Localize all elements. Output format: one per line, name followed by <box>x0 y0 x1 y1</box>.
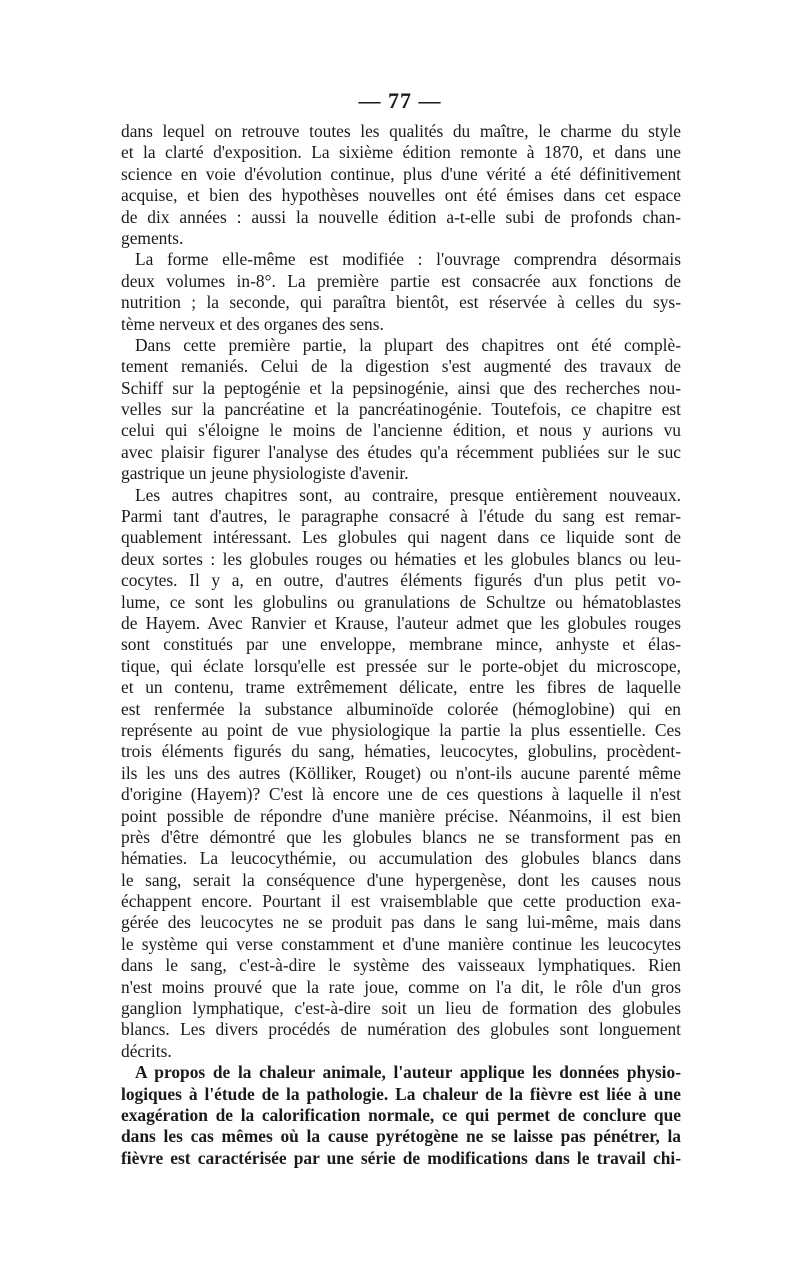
text-line: tème nerveux et des organes des sens. <box>121 313 384 334</box>
text-line: avec plaisir figurer l'analyse des études qu'a récemment publiées sur le suc <box>121 441 681 462</box>
text-line: Parmi tant d'autres, le paragraphe consacré à l'étude du sang est remar- <box>121 506 681 527</box>
text-line: de Hayem. Avec Ranvier et Krause, l'auteur admet que les globules rouges <box>121 612 681 633</box>
text-line: science en voie d'évolution continue, plus d'une vérité a été définitivement <box>121 163 681 184</box>
text-line: échappent encore. Pourtant il est vraisemblable que cette production exa- <box>121 891 681 912</box>
text-line: de dix années : aussi la nouvelle édition a-t-elle subi de profonds chan- <box>121 206 681 227</box>
text-line: le sang, serait la conséquence d'une hypergenèse, dont les causes nous <box>121 869 681 890</box>
text-line: blancs. Les divers procédés de numération des globules sont longuement <box>121 1019 681 1040</box>
text-line: logiques à l'étude de la pathologie. La chaleur de la fièvre est liée à une <box>121 1083 681 1104</box>
text-line: celui qui s'éloigne le moins de l'ancienne édition, et nous y aurions vu <box>121 420 681 441</box>
text-line: le système qui verse constamment et d'une manière continue les leucocytes <box>121 933 681 954</box>
text-line: tique, qui éclate lorsqu'elle est pressée sur le porte-objet du microscope, <box>121 655 681 676</box>
text-line: A propos de la chaleur animale, l'auteur applique les données physio- <box>135 1062 681 1083</box>
text-line: est renfermée la substance albuminoïde colorée (hémoglobine) qui en <box>121 698 681 719</box>
text-line: trois éléments figurés du sang, hématies, leucocytes, globulins, procèdent- <box>121 741 681 762</box>
text-line: deux volumes in-8°. La première partie est consacrée aux fonctions de <box>121 270 681 291</box>
page-number: — 77 — <box>358 88 442 113</box>
text-line: Dans cette première partie, la plupart des chapitres ont été complè- <box>135 334 681 355</box>
text-line: sont constitués par une enveloppe, membrane mince, anhyste et élas- <box>121 634 681 655</box>
text-line: tement remaniés. Celui de la digestion s'est augmenté des travaux de <box>121 356 681 377</box>
text-line: hématies. La leucocythémie, ou accumulation des globules blancs dans <box>121 848 681 869</box>
text-line: ganglion lymphatique, c'est-à-dire soit un lieu de formation des globules <box>121 998 681 1019</box>
text-line: quablement intéressant. Les globules qui nagent dans ce liquide sont de <box>121 527 681 548</box>
text-line: point possible de répondre d'une manière précise. Néanmoins, il est bien <box>121 805 681 826</box>
text-line: deux sortes : les globules rouges ou hématies et les globules blancs ou leu- <box>121 548 681 569</box>
text-line: gastrique un jeune physiologiste d'avenir. <box>121 463 409 484</box>
text-line: près d'être démontré que les globules blancs ne se transforment pas en <box>121 826 681 847</box>
body-text <box>121 121 681 1169</box>
text-line: gérée des leucocytes ne se produit pas dans le sang lui-même, mais dans <box>121 912 681 933</box>
text-line: cocytes. Il y a, en outre, d'autres éléments figurés d'un plus petit vo- <box>121 570 681 591</box>
text-line: Les autres chapitres sont, au contraire, presque entièrement nouveaux. <box>135 484 681 505</box>
text-line: représente au point de vue physiologique la partie la plus essentielle. Ces <box>121 719 681 740</box>
text-line: dans le sang, c'est-à-dire le système des vaisseaux lymphatiques. Rien <box>121 955 681 976</box>
text-line: exagération de la calorification normale, ce qui permet de conclure que <box>121 1104 681 1125</box>
text-line: velles sur la pancréatine et la pancréatinogénie. Toutefois, ce chapitre est <box>121 399 681 420</box>
text-line: acquise, et bien des hypothèses nouvelles ont été émises dans cet espace <box>121 185 681 206</box>
text-line: lume, ce sont les globulins ou granulations de Schultze ou hématoblastes <box>121 591 681 612</box>
text-line: et la clarté d'exposition. La sixième édition remonte à 1870, et dans une <box>121 142 681 163</box>
text-line: d'origine (Hayem)? C'est là encore une de ces questions à laquelle il n'est <box>121 784 681 805</box>
text-line: nutrition ; la seconde, qui paraîtra bientôt, est réservée à celles du sys- <box>121 292 681 313</box>
text-line: Schiff sur la peptogénie et la pepsinogénie, ainsi que des recherches nou- <box>121 377 681 398</box>
text-line: fièvre est caractérisée par une série de modifications dans le travail chi- <box>121 1147 681 1168</box>
text-line: La forme elle-même est modifiée : l'ouvrage comprendra désormais <box>135 249 681 270</box>
text-line: décrits. <box>121 1040 172 1061</box>
text-line: gements. <box>121 227 184 248</box>
closing-paragraph <box>121 1062 681 1169</box>
text-line: et un contenu, trame extrêmement délicate, entre les fibres de laquelle <box>121 677 681 698</box>
text-line: n'est moins prouvé que la rate joue, comme on l'a dit, le rôle d'un gros <box>121 976 681 997</box>
main-paragraphs <box>121 121 681 1062</box>
text-line: dans les cas mêmes où la cause pyrétogène ne se laisse pas pénétrer, la <box>121 1126 681 1147</box>
text-line: dans lequel on retrouve toutes les qualités du maître, le charme du style <box>121 121 681 141</box>
text-line: ils les uns des autres (Kölliker, Rouget) ou n'ont-ils aucune parenté même <box>121 762 681 783</box>
